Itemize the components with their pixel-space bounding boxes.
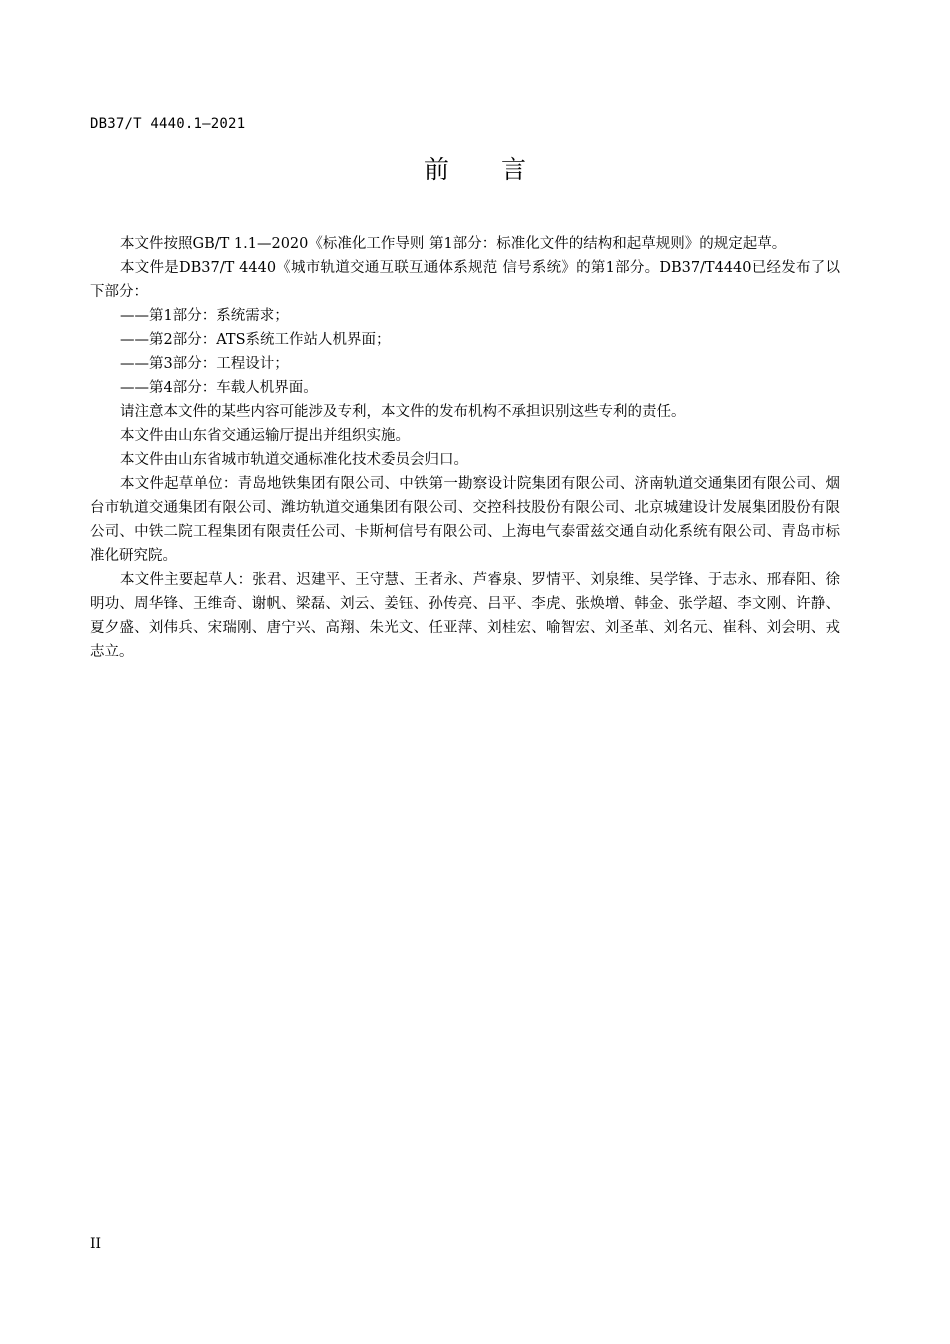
page-title xyxy=(0,152,950,188)
paragraph-patent-notice: 请注意本文件的某些内容可能涉及专利，本文件的发布机构不承担识别这些专利的责任。 xyxy=(120,404,686,420)
paragraph-drafting-basis: 本文件按照GB/T 1.1—2020《标准化工作导则 第1部分：标准化文件的结构和起草规则》的规定起草。 xyxy=(120,236,787,252)
paragraph-drafting-units: 本文件起草单位：青岛地铁集团有限公司、中铁第一勘察设计院集团有限公司、济南轨道交通集团有限公司、烟台市轨道交通集团有限公司、潍坊轨道交通集团有限公司、交控科技股份有限公司、北京城建设计发展集团股份有限公司、中铁二院工程集团有限责任公司、卡斯柯信号有限公司、上海电气泰雷兹交通自动化系统有限公司、青岛市标准化研究院。 xyxy=(90,476,840,564)
paragraph-drafters: 本文件主要起草人：张君、迟建平、王守慧、王者永、芦睿泉、罗情平、刘泉维、吴学锋、于志永、邢春阳、徐明功、周华锋、王维奇、谢帆、梁磊、刘云、姜钰、孙传亮、吕平、李虎、张焕增、韩金、张学超、李文刚、许静、夏夕盛、刘伟兵、宋瑞刚、唐宁兴、高翔、朱光文、任亚萍、刘桂宏、喻智宏、刘圣革、刘名元、崔科、刘会明、戎志立。 xyxy=(90,572,840,660)
list-item-part-3: ——第3部分：工程设计； xyxy=(120,356,289,372)
list-item-part-1: ——第1部分：系统需求； xyxy=(120,308,289,324)
document-code: DB37/T 4440.1—2021 xyxy=(90,116,246,132)
paragraph-series-info: 本文件是DB37/T 4440《城市轨道交通互联互通体系规范 信号系统》的第1部分。DB37/T4440已经发布了以下部分： xyxy=(90,260,840,300)
paragraph-proposer: 本文件由山东省交通运输厅提出并组织实施。 xyxy=(120,428,410,444)
list-item-part-2: ——第2部分：ATS系统工作站人机界面； xyxy=(120,332,391,348)
page-number: II xyxy=(90,1236,102,1252)
paragraph-committee: 本文件由山东省城市轨道交通标准化技术委员会归口。 xyxy=(120,452,468,468)
page-title-char-1: 前 xyxy=(423,155,449,184)
foreword-body xyxy=(90,232,840,664)
page-title-char-2: 言 xyxy=(501,155,527,184)
list-item-part-4: ——第4部分：车载人机界面。 xyxy=(120,380,318,396)
